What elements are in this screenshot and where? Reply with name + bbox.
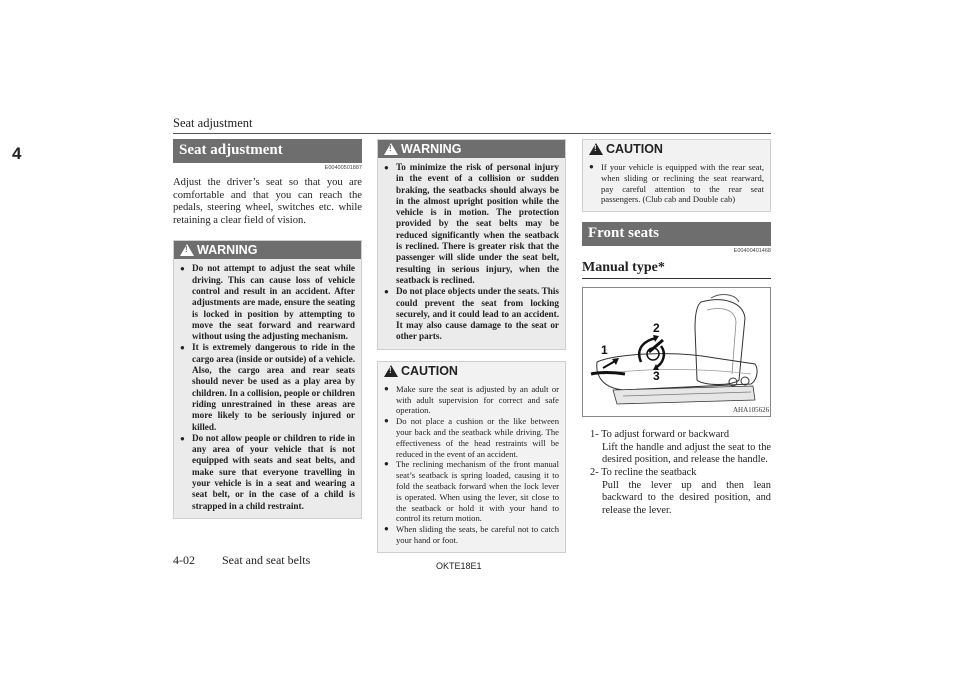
list-item: ● Do not place a cushion or the like between your back and the seatback while driving. The effectiveness of the head restraints will be reduced in the event of an accident. [384, 416, 559, 459]
section-code: E00400401468 [733, 248, 771, 255]
warning-triangle-icon [384, 143, 398, 155]
step-1-body: Lift the handle and adjust the seat to the desired position, and release the handle. [602, 441, 771, 466]
list-item: ● Make sure the seat is adjusted by an adult or with adult supervision for correct and safe operation. [384, 384, 559, 416]
callout-1: 1 [601, 343, 608, 358]
caution-box-1 [377, 361, 566, 553]
warning-header [378, 140, 565, 158]
callout-2: 2 [653, 321, 660, 336]
step-2-body: Pull the lever up and then lean backward to the desired position, and release the lever. [602, 479, 771, 516]
section-title-seat-adjustment: Seat adjustment [173, 139, 362, 163]
column-2 [377, 139, 566, 553]
seat-figure [582, 287, 771, 417]
section-code: E00400501887 [324, 165, 362, 171]
caution-list [378, 380, 565, 552]
list-item: ● Do not allow people or children to ride in any area of your vehicle that is not equipped with seats and seat belts, and make sure that everyone travelling in your vehicle is in a seat and wearing a seat belt, or in the case of a child is strapped in a child restraint. [180, 433, 355, 512]
warning-triangle-icon [180, 244, 194, 256]
section-title-front-seats: Front seats [582, 222, 771, 246]
caution-triangle-icon [384, 365, 398, 377]
running-header: Seat adjustment [173, 116, 253, 130]
list-item: ● It is extremely dangerous to ride in the cargo area (inside or outside) of a vehicle. Also, the cargo area and rear seats should never be used as a play area by children. In a collision, people or children riding unrestrained in these areas are more likely to be seriously injured or killed. [180, 342, 355, 432]
step-2-title: 2- To recline the seatback [590, 466, 697, 478]
chapter-number: 4 [12, 144, 22, 163]
list-item: ● If your vehicle is equipped with the rear seat, when sliding or reclining the seat rearward, pay careful attention to the rear seat passengers. (Club cab and Double cab) [589, 162, 764, 205]
callout-3: 3 [653, 369, 660, 384]
caution-label: CAUTION [401, 363, 458, 378]
warning-label: WARNING [197, 243, 258, 258]
step-1-title: 1- To adjust forward or backward [590, 429, 730, 441]
warning-label: WARNING [401, 142, 462, 156]
warning-list [174, 259, 361, 518]
caution-header [378, 362, 565, 380]
header-rule [173, 133, 771, 134]
list-item: ● Do not place objects under the seats. This could prevent the seat from locking securely, and it could lead to an accident. It may also cause damage to the seat or other parts. [384, 286, 559, 342]
warning-list [378, 158, 565, 349]
caution-triangle-icon [589, 143, 603, 155]
list-item: ● To minimize the risk of personal injury in the event of a collision or sudden braking, the seatbacks should always be in the almost upright position while the vehicle is in motion. The protection provided by the seat belts may be reduced significantly when the seatback is reclined. There is greater risk that the passenger will slide under the seat belt, resulting in serious injury, when the seatback is reclined. [384, 162, 559, 286]
page-number: 4-02 [173, 553, 195, 567]
list-item: ● When sliding the seats, be careful not to catch your hand or foot. [384, 524, 559, 546]
seat-illustration [583, 288, 770, 416]
column-3 [582, 139, 771, 517]
caution-header [583, 140, 770, 158]
doc-code: OKTE18E1 [436, 561, 482, 571]
subheading-manual-type: Manual type* [582, 260, 771, 279]
caution-box-2 [582, 139, 771, 212]
warning-box-2 [377, 139, 566, 350]
list-item: ● The reclining mechanism of the front manual seat’s seatback is spring loaded, causing it to fold the seatback forward when the lock lever is operated. When using the lever, sit close to the seatback or hold it with your hand to control its return motion. [384, 459, 559, 524]
steps-list [582, 429, 771, 517]
caution-list [583, 158, 770, 211]
list-item: ● Do not attempt to adjust the seat while driving. This can cause loss of vehicle control and result in an accident. After adjustments are made, ensure the seating is locked in position by attempting to move the seat forward and rearward without using the adjusting mechanism. [180, 263, 355, 342]
intro-paragraph: Adjust the driver’s seat so that you are comfortable and that you can reach the pedals, steering wheel, switches etc. while retaining a clear field of vision. [173, 177, 362, 226]
figure-code: AHA105626 [733, 406, 770, 415]
footer-chapter-name: Seat and seat belts [222, 553, 311, 567]
column-1 [173, 139, 362, 519]
warning-header [174, 241, 361, 259]
caution-label: CAUTION [606, 142, 663, 156]
warning-box-1 [173, 240, 362, 519]
